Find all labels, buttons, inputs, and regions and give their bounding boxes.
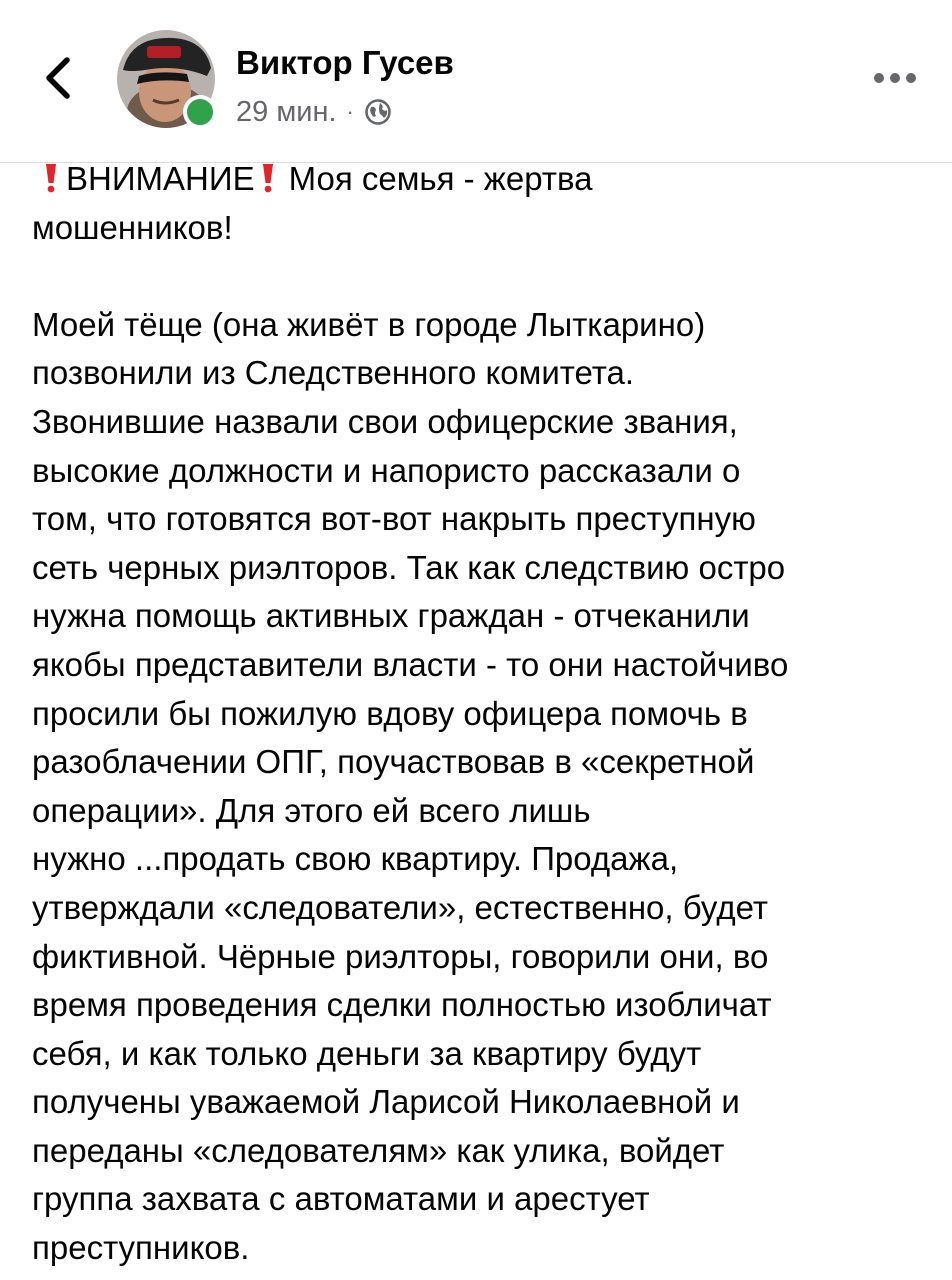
post-line: преступников.: [32, 1229, 250, 1267]
red-exclamation-icon: [44, 163, 58, 193]
red-exclamation-icon: [261, 163, 275, 193]
post-line: якобы представители власти - то они настойчиво: [32, 645, 789, 683]
paragraph-break: [32, 252, 932, 301]
post-line: просили бы пожилую вдову офицера помочь в: [32, 694, 748, 732]
globe-icon: [364, 98, 392, 126]
post-line: Моей тёще (она живёт в городе Лыткарино): [32, 305, 706, 343]
post-line: время проведения сделки полностью изобличат: [32, 986, 772, 1024]
post-line: утверждали «следователи», естественно, будет: [32, 888, 768, 926]
post-line: получены уважаемой Ларисой Николаевной и: [32, 1083, 740, 1121]
headline-rest: Моя семья - жертва: [288, 160, 593, 197]
chevron-left-icon: [43, 56, 73, 100]
post-line: себя, и как только деньги за квартиру будут: [32, 1034, 702, 1072]
post-meta: [236, 94, 392, 130]
post-time[interactable]: 29 мин.: [236, 95, 337, 128]
post-header: [0, 0, 952, 163]
post-line: группа захвата с автоматами и арестует: [32, 1180, 650, 1218]
post-line: операции». Для этого ей всего лишь: [32, 791, 591, 829]
post-line: мошенников!: [32, 208, 233, 246]
headline-word: ВНИМАНИЕ: [66, 160, 255, 197]
post-text: [32, 155, 932, 1273]
post-line: позвонили из Следственного комитета.: [32, 354, 635, 392]
back-button[interactable]: [30, 50, 86, 106]
more-horizontal-icon: [873, 72, 917, 84]
post-line: нужно ...продать свою квартиру. Продажа,: [32, 840, 679, 878]
post-line: высокие должности и напористо рассказали о: [32, 451, 741, 489]
post-line: Звонившие назвали свои офицерские звания,: [32, 402, 738, 440]
post-line: сеть черных риэлторов. Так как следствию остро: [32, 548, 786, 586]
more-options-button[interactable]: [868, 60, 922, 96]
post-line: том, что готовятся вот-вот накрыть преступную: [32, 500, 756, 538]
post-headline: [32, 155, 932, 204]
post-line: переданы «следователям» как улика, войдет: [32, 1131, 725, 1169]
meta-separator: ·: [346, 99, 354, 124]
post-line: нужна помощь активных граждан - отчеканили: [32, 597, 750, 635]
author-name[interactable]: Виктор Гусев: [236, 44, 454, 81]
post-line: фиктивной. Чёрные риэлторы, говорили они, во: [32, 937, 769, 975]
post-line: разоблачении ОПГ, поучаствовав в «секретной: [32, 743, 755, 781]
online-status-dot: [183, 95, 217, 129]
